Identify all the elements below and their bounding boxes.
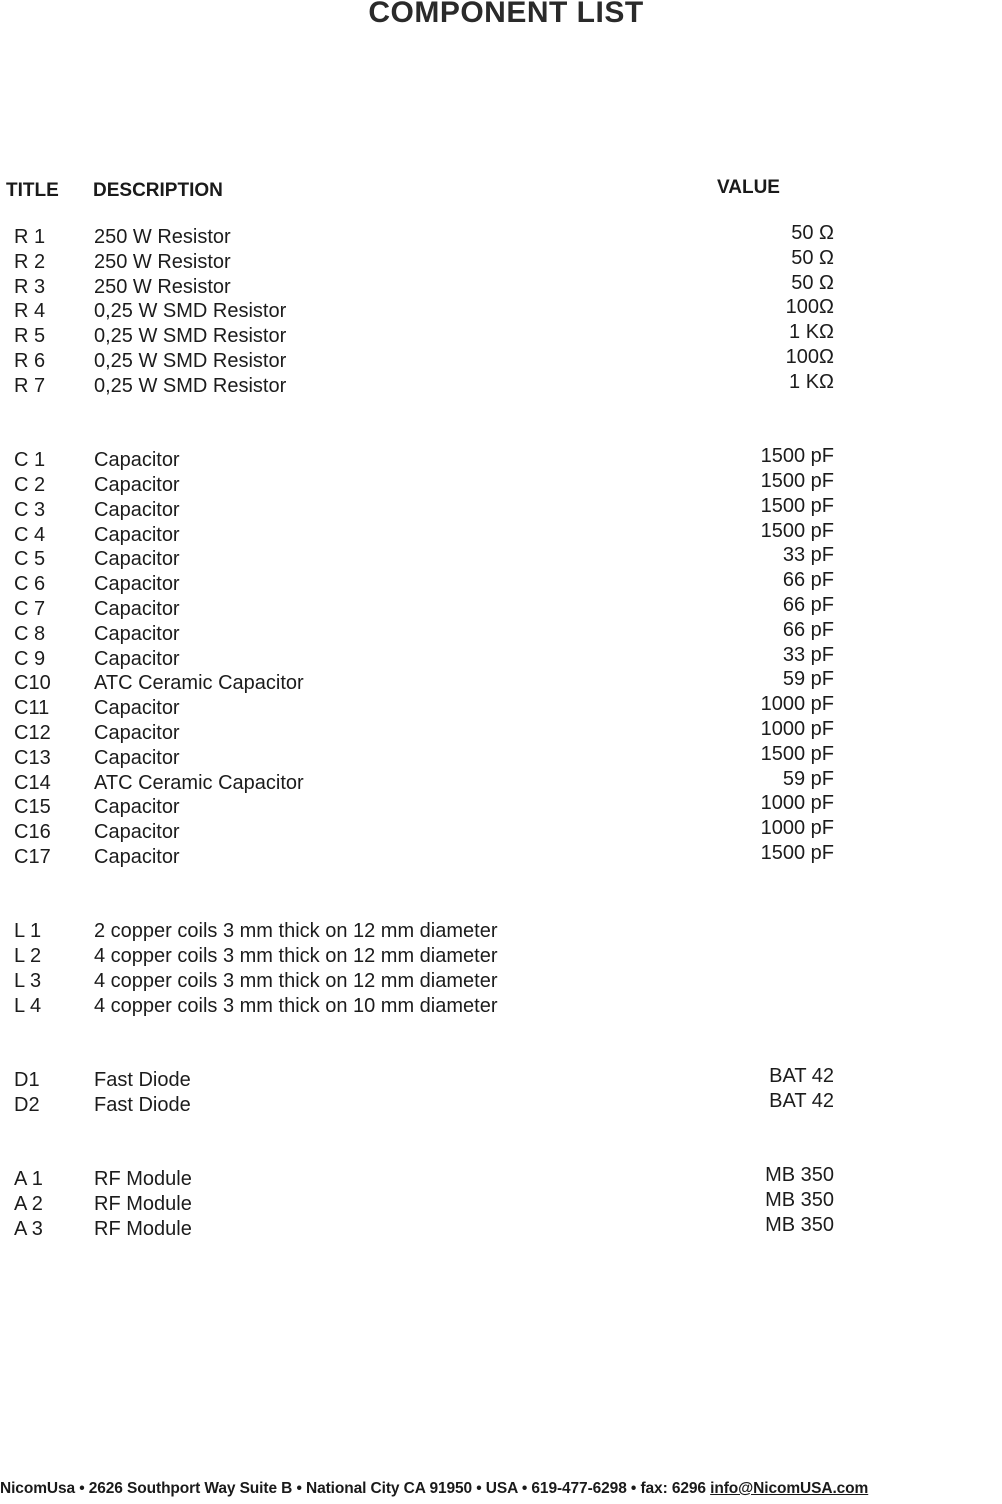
component-row bbox=[0, 345, 1002, 374]
component-row bbox=[0, 569, 1002, 597]
component-group-resistors bbox=[0, 222, 1002, 399]
component-description: 250 W Resistor bbox=[94, 250, 231, 273]
component-row bbox=[0, 969, 1002, 994]
component-row bbox=[0, 271, 1002, 300]
component-title: C 9 bbox=[14, 647, 46, 670]
component-row bbox=[0, 767, 1002, 796]
component-title: C11 bbox=[14, 697, 50, 720]
component-description: Capacitor bbox=[94, 597, 180, 620]
component-description: RF Module bbox=[94, 1217, 192, 1240]
component-title: C13 bbox=[14, 746, 51, 769]
component-description: Capacitor bbox=[94, 796, 180, 819]
component-value: BAT 42 bbox=[769, 1065, 834, 1088]
component-group-modules bbox=[0, 1164, 1002, 1241]
component-row bbox=[0, 296, 1002, 324]
component-row bbox=[0, 717, 1002, 746]
component-row bbox=[0, 494, 1002, 523]
component-value: 100Ω bbox=[785, 345, 834, 368]
column-header-description: DESCRIPTION bbox=[93, 180, 223, 201]
component-description: Capacitor bbox=[94, 622, 180, 645]
component-value: 1500 pF bbox=[760, 494, 834, 517]
component-row bbox=[0, 817, 1002, 845]
component-row bbox=[0, 742, 1002, 771]
component-title: R 4 bbox=[14, 300, 46, 323]
component-description: Capacitor bbox=[94, 523, 180, 546]
component-description: 0,25 W SMD Resistor bbox=[94, 325, 287, 348]
component-table bbox=[0, 222, 1002, 1242]
component-value: 1000 pF bbox=[760, 817, 834, 840]
component-title: L 3 bbox=[14, 969, 42, 992]
component-title: C17 bbox=[14, 845, 51, 868]
component-value: 59 pF bbox=[782, 767, 834, 790]
component-description: 4 copper coils 3 mm thick on 12 mm diameter bbox=[94, 969, 498, 992]
component-title: L 1 bbox=[14, 920, 42, 943]
component-title: A 3 bbox=[14, 1217, 43, 1240]
component-row bbox=[0, 693, 1002, 721]
component-description: Capacitor bbox=[94, 746, 180, 769]
component-title: C 6 bbox=[14, 573, 46, 596]
component-title: D2 bbox=[14, 1093, 40, 1116]
component-title: C14 bbox=[14, 771, 51, 794]
component-value: 50 Ω bbox=[791, 271, 834, 294]
component-value: MB 350 bbox=[765, 1164, 834, 1187]
component-value: 1000 pF bbox=[760, 693, 834, 716]
component-value: 1500 pF bbox=[760, 841, 834, 864]
component-description: ATC Ceramic Capacitor bbox=[94, 771, 304, 794]
component-value: 50 Ω bbox=[791, 246, 834, 269]
component-row bbox=[0, 469, 1002, 498]
component-description: 250 W Resistor bbox=[94, 275, 231, 298]
footer bbox=[0, 1480, 1002, 1498]
component-title: C15 bbox=[14, 796, 51, 819]
component-description: Capacitor bbox=[94, 845, 180, 868]
component-row bbox=[0, 1189, 1002, 1217]
component-value: 50 Ω bbox=[791, 222, 834, 244]
component-description: Fast Diode bbox=[94, 1069, 191, 1092]
component-row bbox=[0, 944, 1002, 969]
component-row bbox=[0, 668, 1002, 696]
component-value: 33 pF bbox=[782, 544, 834, 567]
component-title: R 2 bbox=[14, 250, 46, 273]
component-description: Capacitor bbox=[94, 498, 180, 521]
component-value: 1 KΩ bbox=[789, 370, 834, 393]
component-description: Capacitor bbox=[94, 573, 180, 596]
column-header-value: VALUE bbox=[717, 177, 780, 198]
component-description: Capacitor bbox=[94, 721, 180, 744]
component-title: C16 bbox=[14, 821, 51, 844]
component-description: Capacitor bbox=[94, 548, 180, 571]
component-description: 2 copper coils 3 mm thick on 12 mm diameter bbox=[94, 920, 498, 943]
component-value: 1500 pF bbox=[760, 445, 834, 468]
component-title: A 1 bbox=[14, 1168, 43, 1191]
component-row bbox=[0, 841, 1002, 870]
component-title: R 7 bbox=[14, 374, 46, 397]
component-title: L 4 bbox=[14, 994, 42, 1017]
component-description: RF Module bbox=[94, 1193, 192, 1216]
component-title: C 2 bbox=[14, 473, 46, 496]
component-value: 100Ω bbox=[785, 296, 834, 319]
component-group-inductors bbox=[0, 919, 1002, 1018]
component-value: MB 350 bbox=[765, 1213, 834, 1236]
component-row bbox=[0, 519, 1002, 548]
component-row bbox=[0, 618, 1002, 647]
component-group-capacitors bbox=[0, 445, 1002, 870]
component-description: ATC Ceramic Capacitor bbox=[94, 672, 304, 695]
component-value: 66 pF bbox=[782, 618, 834, 641]
component-value: 1500 pF bbox=[760, 469, 834, 492]
component-value: 66 pF bbox=[782, 593, 834, 616]
component-value: 1000 pF bbox=[760, 792, 834, 815]
component-title: A 2 bbox=[14, 1193, 43, 1216]
component-title: D1 bbox=[14, 1069, 40, 1092]
component-description: 4 copper coils 3 mm thick on 12 mm diameter bbox=[94, 945, 498, 968]
component-description: Capacitor bbox=[94, 697, 180, 720]
component-row bbox=[0, 593, 1002, 622]
component-title: C 1 bbox=[14, 449, 46, 472]
component-row bbox=[0, 1089, 1002, 1118]
component-description: RF Module bbox=[94, 1168, 192, 1191]
component-row bbox=[0, 321, 1002, 349]
component-title: R 3 bbox=[14, 275, 46, 298]
component-description: Fast Diode bbox=[94, 1093, 191, 1116]
component-group-diodes bbox=[0, 1065, 1002, 1118]
component-row bbox=[0, 370, 1002, 399]
footer-address: NicomUsa • 2626 Southport Way Suite B • National City CA 91950 • USA • 619-477-6298 • fax: 6296 bbox=[0, 1480, 706, 1497]
component-title: R 5 bbox=[14, 325, 46, 348]
component-title: R 6 bbox=[14, 349, 46, 372]
component-description: Capacitor bbox=[94, 473, 180, 496]
component-row bbox=[0, 792, 1002, 820]
component-value: 59 pF bbox=[782, 668, 834, 691]
component-title: C 3 bbox=[14, 498, 46, 521]
component-title: C10 bbox=[14, 672, 51, 695]
component-row bbox=[0, 544, 1002, 572]
component-description: 0,25 W SMD Resistor bbox=[94, 374, 287, 397]
component-value: MB 350 bbox=[765, 1189, 834, 1212]
component-row bbox=[0, 445, 1002, 473]
component-description: 0,25 W SMD Resistor bbox=[94, 300, 287, 323]
component-value: 1500 pF bbox=[760, 742, 834, 765]
component-value: 1000 pF bbox=[760, 717, 834, 740]
component-value: 33 pF bbox=[782, 643, 834, 666]
component-title: C12 bbox=[14, 721, 51, 744]
component-row bbox=[0, 246, 1002, 275]
component-value: BAT 42 bbox=[769, 1089, 834, 1112]
component-row bbox=[0, 643, 1002, 672]
component-title: C 7 bbox=[14, 597, 46, 620]
component-description: 0,25 W SMD Resistor bbox=[94, 349, 287, 372]
component-description: 4 copper coils 3 mm thick on 10 mm diameter bbox=[94, 994, 498, 1017]
component-description: 250 W Resistor bbox=[94, 226, 231, 248]
component-title: C 4 bbox=[14, 523, 46, 546]
component-description: Capacitor bbox=[94, 449, 180, 472]
component-row bbox=[0, 1164, 1002, 1192]
component-title: L 2 bbox=[14, 945, 42, 968]
component-title: C 8 bbox=[14, 622, 46, 645]
component-description: Capacitor bbox=[94, 821, 180, 844]
footer-email-link[interactable]: info@NicomUSA.com bbox=[710, 1480, 869, 1497]
component-value: 66 pF bbox=[782, 569, 834, 592]
component-value: 1 KΩ bbox=[789, 321, 834, 344]
component-title: R 1 bbox=[14, 226, 46, 248]
column-header-title: TITLE bbox=[6, 180, 59, 201]
component-row bbox=[0, 1065, 1002, 1093]
component-row bbox=[0, 1213, 1002, 1242]
component-row bbox=[0, 222, 1002, 250]
page-title: COMPONENT LIST bbox=[368, 0, 644, 29]
component-row bbox=[0, 994, 1002, 1019]
component-row bbox=[0, 919, 1002, 944]
component-title: C 5 bbox=[14, 548, 46, 571]
component-value: 1500 pF bbox=[760, 519, 834, 542]
component-description: Capacitor bbox=[94, 647, 180, 670]
